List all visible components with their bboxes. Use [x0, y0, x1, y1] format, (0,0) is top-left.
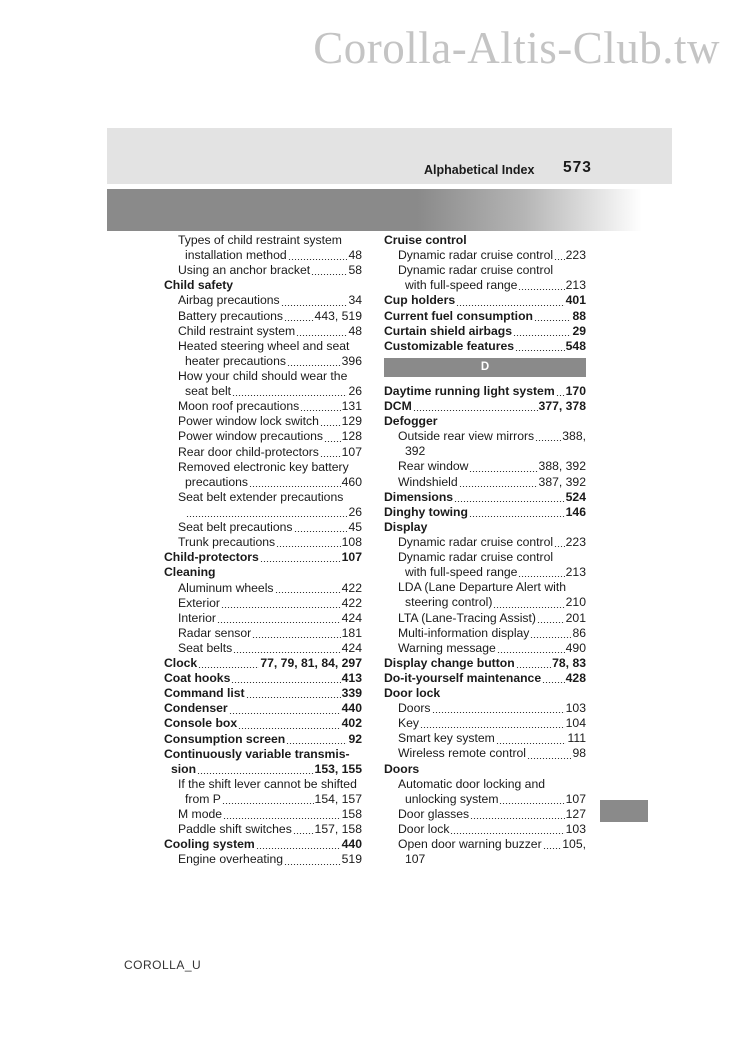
index-entry-term: Cup holders — [384, 293, 456, 308]
dot-leader — [516, 667, 551, 668]
index-entry-page: 88 — [572, 308, 586, 323]
index-entry-term: Seat belt extender precautions — [178, 489, 344, 504]
index-entry-term: Display — [384, 519, 428, 534]
index-entry — [384, 580, 586, 595]
index-entry-page: 440 — [341, 837, 362, 852]
index-entry-page: 490 — [565, 640, 586, 655]
dot-leader — [286, 743, 347, 744]
dot-leader — [413, 410, 538, 411]
index-entry-term: Seat belt precautions — [178, 520, 293, 535]
index-entry — [164, 309, 362, 324]
index-entry-term: Interior — [178, 610, 216, 625]
index-entry-page: 460 — [341, 474, 362, 489]
dot-leader — [198, 667, 259, 668]
index-entry-page: 213 — [565, 565, 586, 580]
dot-leader — [320, 425, 341, 426]
index-entry — [164, 520, 362, 535]
index-entry — [384, 822, 586, 837]
index-entry-term: Child-protectors — [164, 550, 259, 565]
dot-leader — [493, 607, 564, 608]
index-entry — [384, 444, 586, 459]
dot-leader — [276, 546, 341, 547]
index-entry-page: 213 — [565, 278, 586, 293]
index-entry — [164, 278, 362, 293]
index-entry-term: Doors — [398, 701, 431, 716]
index-entry-page: 98 — [572, 746, 586, 761]
index-entry-term: LTA (Lane-Tracing Assist) — [398, 610, 536, 625]
index-entry — [164, 777, 362, 792]
index-entry — [164, 717, 362, 732]
index-entry-page: 77, 79, 81, 84, 297 — [260, 656, 362, 671]
dot-leader — [284, 864, 341, 865]
index-entry-term: Dinghy towing — [384, 504, 468, 519]
index-entry — [384, 384, 586, 399]
index-entry-term: Dimensions — [384, 489, 454, 504]
dot-leader — [470, 818, 565, 819]
index-entry-term: If the shift lever cannot be shifted — [178, 776, 357, 791]
index-entry-term: Using an anchor bracket — [178, 263, 311, 278]
dot-leader — [288, 259, 348, 260]
dot-leader — [223, 818, 341, 819]
index-entry — [384, 852, 586, 867]
index-entry — [384, 278, 586, 293]
dot-leader — [454, 501, 565, 502]
index-entry — [384, 671, 586, 686]
index-entry-page: 443, 519 — [314, 308, 362, 323]
index-entry-page: 107 — [341, 444, 362, 459]
index-entry — [384, 792, 586, 807]
dot-leader — [275, 592, 341, 593]
index-entry-term: Cleaning — [164, 565, 216, 580]
index-entry — [384, 686, 586, 701]
index-entry-page: 48 — [348, 248, 362, 263]
index-entry-term: Multi-information display — [398, 625, 530, 640]
dot-leader — [324, 441, 341, 442]
index-entry — [384, 565, 586, 580]
index-entry — [384, 505, 586, 520]
dot-leader — [518, 576, 564, 577]
index-entry — [164, 414, 362, 429]
index-entry-term: Display change button — [384, 655, 515, 670]
index-entry-page: 127 — [565, 806, 586, 821]
index-entry-page: 387, 392 — [538, 474, 586, 489]
index-entry — [164, 671, 362, 686]
dot-leader — [515, 350, 565, 351]
index-entry-term: Current fuel consumption — [384, 308, 533, 323]
index-entry-term: Paddle shift switches — [178, 822, 292, 837]
index-entry-page: 223 — [565, 534, 586, 549]
index-entry — [164, 596, 362, 611]
index-entry-term: Continuously variable transmis- — [164, 746, 350, 761]
index-entry — [164, 565, 362, 580]
dot-leader — [217, 622, 341, 623]
dot-leader — [518, 289, 564, 290]
index-entry — [384, 293, 586, 308]
index-entry — [384, 248, 586, 263]
dot-leader — [534, 320, 571, 321]
index-entry-term: Wireless remote control — [398, 746, 527, 761]
index-entry-page: 86 — [572, 625, 586, 640]
index-entry-page: 107 — [341, 550, 362, 565]
index-entry-term: Dynamic radar cruise control — [398, 263, 554, 278]
thumb-index-tab — [600, 800, 648, 822]
index-entry-page: 201 — [565, 610, 586, 625]
index-entry — [164, 852, 362, 867]
index-entry-page: 210 — [565, 595, 586, 610]
index-entry — [384, 716, 586, 731]
index-entry-page: 107 — [565, 791, 586, 806]
index-group-c — [384, 233, 586, 354]
index-entry — [164, 611, 362, 626]
index-column-right — [384, 233, 586, 867]
index-entry — [164, 429, 362, 444]
index-entry — [384, 490, 586, 505]
index-entry — [164, 686, 362, 701]
index-entry — [164, 701, 362, 716]
index-entry-term: Warning message — [398, 640, 496, 655]
dot-leader — [281, 305, 348, 306]
index-entry-term: Radar sensor — [178, 625, 252, 640]
index-entry-term: Outside rear view mirrors — [398, 429, 535, 444]
dot-leader — [256, 848, 341, 849]
index-entry-page: 58 — [348, 263, 362, 278]
dot-leader — [527, 758, 571, 759]
index-entry — [164, 384, 362, 399]
index-entry — [164, 445, 362, 460]
section-letter-d: D — [384, 358, 586, 377]
index-entry-term: heater precautions — [185, 353, 286, 368]
index-entry-term: Trunk precautions — [178, 535, 276, 550]
index-entry-page: 402 — [341, 716, 362, 731]
index-entry-page: 92 — [348, 731, 362, 746]
index-entry-page: 158 — [341, 807, 362, 822]
index-entry — [164, 354, 362, 369]
index-entry — [384, 309, 586, 324]
index-entry-page: 131 — [341, 399, 362, 414]
page-title: Alphabetical Index — [424, 163, 535, 177]
index-entry — [384, 731, 586, 746]
index-entry-page: 401 — [565, 293, 586, 308]
index-entry — [384, 535, 586, 550]
index-entry — [384, 762, 586, 777]
index-entry — [164, 641, 362, 656]
dot-leader — [420, 727, 565, 728]
index-entry-page: 422 — [341, 580, 362, 595]
dot-leader — [294, 531, 348, 532]
dot-leader — [293, 833, 314, 834]
index-entry-term: Door lock — [384, 686, 441, 701]
index-entry — [164, 293, 362, 308]
index-entry — [384, 595, 586, 610]
dot-leader — [238, 728, 341, 729]
index-entry — [164, 490, 362, 505]
index-entry-page: 424 — [341, 640, 362, 655]
index-entry — [164, 339, 362, 354]
dot-leader — [233, 652, 340, 653]
index-entry-term: DCM — [384, 398, 412, 413]
index-entry — [384, 429, 586, 444]
dot-leader — [284, 320, 314, 321]
index-entry-term: Engine overheating — [178, 852, 284, 867]
index-entry — [164, 248, 362, 263]
dot-leader — [320, 456, 341, 457]
index-entry-term: Coat hooks — [164, 671, 231, 686]
index-entry — [164, 324, 362, 339]
index-entry — [384, 626, 586, 641]
index-entry-term: M mode — [178, 807, 223, 822]
dot-leader — [469, 471, 537, 472]
index-entry — [384, 520, 586, 535]
index-entry-term: Open door warning buzzer — [398, 837, 542, 852]
index-entry-term: precautions — [185, 474, 249, 489]
dot-leader — [537, 622, 565, 623]
index-entry — [384, 339, 586, 354]
index-entry-term: Door glasses — [398, 806, 470, 821]
index-entry — [384, 641, 586, 656]
index-entry-page: 223 — [565, 248, 586, 263]
index-entry — [384, 263, 586, 278]
index-entry-page: 26 — [348, 384, 362, 399]
index-entry-term: Command list — [164, 686, 245, 701]
index-entry-page: 524 — [565, 489, 586, 504]
watermark-text: Corolla-Altis-Club.tw — [313, 23, 720, 73]
index-entry — [384, 807, 586, 822]
index-entry-term: Door lock — [398, 822, 450, 837]
index-entry-page: 111 — [567, 731, 586, 746]
index-entry — [164, 505, 362, 520]
index-entry-term: Power window precautions — [178, 429, 323, 444]
dot-leader — [554, 259, 565, 260]
dot-leader — [554, 546, 565, 547]
index-entry-term: 107 — [405, 852, 426, 867]
index-entry-page: 153, 155 — [314, 761, 362, 776]
index-entry-term: steering control) — [405, 595, 493, 610]
index-entry-term: Seat belts — [178, 640, 233, 655]
index-entry — [164, 369, 362, 384]
dot-leader — [456, 305, 565, 306]
index-entry-page: 78, 83 — [552, 655, 586, 670]
dot-leader — [249, 486, 341, 487]
index-entry-term: with full-speed range — [405, 565, 518, 580]
dot-leader — [231, 682, 340, 683]
index-entry-page: 154, 157 — [314, 792, 362, 807]
index-entry-page: 388, — [562, 429, 586, 444]
dot-leader — [499, 803, 564, 804]
index-entry-page: 170 — [565, 383, 586, 398]
dot-leader — [496, 743, 567, 744]
index-entry-term: Consumption screen — [164, 731, 286, 746]
index-entry — [164, 535, 362, 550]
dot-leader — [311, 274, 347, 275]
dot-leader — [530, 637, 571, 638]
dot-leader — [197, 773, 313, 774]
index-entry-page: 48 — [348, 323, 362, 338]
index-entry-page: 428 — [565, 670, 586, 685]
index-entry — [384, 459, 586, 474]
index-entry-term: Child safety — [164, 278, 234, 293]
index-entry-term: Dynamic radar cruise control — [398, 550, 554, 565]
index-entry-term: with full-speed range — [405, 278, 518, 293]
dot-leader — [222, 803, 314, 804]
index-entry-page: 519 — [341, 852, 362, 867]
index-entry-term: Dynamic radar cruise control — [398, 248, 554, 263]
index-entry-term: Automatic door locking and — [398, 776, 546, 791]
index-entry-page: 34 — [348, 293, 362, 308]
index-entry — [384, 550, 586, 565]
index-entry — [164, 807, 362, 822]
index-entry — [164, 656, 362, 671]
index-entry-term: Dynamic radar cruise control — [398, 534, 554, 549]
index-entry-term: Removed electronic key battery — [178, 459, 349, 474]
index-entry-page: 129 — [341, 414, 362, 429]
index-entry-term: Rear window — [398, 459, 469, 474]
index-entry-page: 396 — [341, 353, 362, 368]
index-entry — [384, 324, 586, 339]
index-entry-term: Daytime running light system — [384, 383, 555, 398]
index-entry-page: 108 — [341, 535, 362, 550]
index-entry — [164, 475, 362, 490]
page-number: 573 — [563, 159, 592, 176]
index-entry — [384, 701, 586, 716]
index-entry-term: Aluminum wheels — [178, 580, 274, 595]
index-entry-page: 103 — [565, 701, 586, 716]
index-entry — [164, 732, 362, 747]
index-entry — [164, 263, 362, 278]
index-entry-term: installation method — [185, 248, 287, 263]
index-entry-term: Console box — [164, 716, 238, 731]
index-entry — [384, 777, 586, 792]
index-entry-page: 422 — [341, 595, 362, 610]
index-entry-term: LDA (Lane Departure Alert with — [398, 580, 567, 595]
dot-leader — [535, 440, 561, 441]
dot-leader — [246, 697, 341, 698]
index-entry-term: Child restraint system — [178, 323, 296, 338]
index-entry — [384, 475, 586, 490]
index-entry — [164, 747, 362, 762]
dot-leader — [432, 712, 565, 713]
index-entry — [164, 460, 362, 475]
index-entry-term: Battery precautions — [178, 308, 284, 323]
index-entry-page: 413 — [341, 671, 362, 686]
dot-leader — [287, 365, 341, 366]
index-entry-page: 29 — [572, 323, 586, 338]
index-entry-term: Defogger — [384, 414, 438, 429]
index-entry-term: Customizable features — [384, 338, 515, 353]
index-entry-term: seat belt — [185, 384, 232, 399]
index-entry-page: 181 — [341, 625, 362, 640]
dot-leader — [556, 395, 565, 396]
index-entry-page: 440 — [341, 701, 362, 716]
dot-leader — [450, 833, 564, 834]
index-entry-term: Condenser — [164, 701, 228, 716]
index-entry — [164, 399, 362, 414]
index-entry-term: Exterior — [178, 595, 220, 610]
dot-leader — [300, 410, 340, 411]
index-entry-term: Smart key system — [398, 731, 495, 746]
index-entry-page: 377, 378 — [538, 398, 586, 413]
dot-leader — [497, 652, 565, 653]
dot-leader — [252, 637, 340, 638]
index-entry-page: 105, — [562, 837, 586, 852]
index-entry — [164, 233, 362, 248]
index-entry-page: 45 — [348, 520, 362, 535]
index-entry-term: Cruise control — [384, 232, 467, 247]
index-entry-page: 146 — [565, 504, 586, 519]
index-entry-page: 128 — [341, 429, 362, 444]
index-entry-term: Moon roof precautions — [178, 399, 300, 414]
footer-code: COROLLA_U — [124, 958, 202, 972]
index-entry-term: unlocking system — [405, 791, 499, 806]
dot-leader — [296, 335, 347, 336]
index-entry — [384, 611, 586, 626]
index-entry — [164, 822, 362, 837]
index-entry — [384, 656, 586, 671]
index-entry — [164, 581, 362, 596]
index-entry — [164, 792, 362, 807]
index-entry-page: 26 — [348, 504, 362, 519]
dot-leader — [260, 561, 341, 562]
dot-leader — [221, 607, 341, 608]
index-entry-term: Doors — [384, 761, 420, 776]
index-entry — [384, 399, 586, 414]
index-entry-page: 339 — [341, 686, 362, 701]
index-entry-term: Key — [398, 716, 420, 731]
dot-leader — [543, 848, 562, 849]
section-banner — [107, 189, 642, 231]
index-entry-term: Rear door child-protectors — [178, 444, 319, 459]
index-entry — [164, 550, 362, 565]
index-entry-term: Windshield — [398, 474, 458, 489]
index-column-left — [164, 233, 362, 868]
index-entry-term: Curtain shield airbags — [384, 323, 512, 338]
index-entry-term: from P — [185, 792, 221, 807]
index-entry — [164, 762, 362, 777]
dot-leader — [232, 395, 347, 396]
index-entry-term: Airbag precautions — [178, 293, 280, 308]
index-entry — [164, 626, 362, 641]
dot-leader — [459, 486, 538, 487]
index-entry-term: Heated steering wheel and seat — [178, 338, 350, 353]
index-entry-page: 548 — [565, 338, 586, 353]
index-entry-term: 392 — [405, 444, 426, 459]
index-entry-term: Clock — [164, 656, 198, 671]
index-entry-term: Cooling system — [164, 837, 255, 852]
index-entry-page: 103 — [565, 822, 586, 837]
index-group-d — [384, 384, 586, 868]
index-entry — [384, 747, 586, 762]
index-entry-page: 157, 158 — [314, 822, 362, 837]
index-entry-page: 424 — [341, 610, 362, 625]
index-entry-term: Do-it-yourself maintenance — [384, 670, 542, 685]
index-entry-term: sion — [171, 761, 197, 776]
dot-leader — [186, 516, 347, 517]
dot-leader — [469, 516, 565, 517]
dot-leader — [229, 713, 341, 714]
index-entry-page: 104 — [565, 716, 586, 731]
index-entry — [384, 414, 586, 429]
index-entry-term: Types of child restraint system — [178, 232, 342, 247]
dot-leader — [542, 682, 565, 683]
index-entry-term: How your child should wear the — [178, 368, 348, 383]
index-entry-page: 388, 392 — [538, 459, 586, 474]
index-entry — [384, 233, 586, 248]
dot-leader — [513, 335, 571, 336]
index-entry — [164, 837, 362, 852]
index-entry — [384, 837, 586, 852]
index-entry-term: Power window lock switch — [178, 414, 319, 429]
